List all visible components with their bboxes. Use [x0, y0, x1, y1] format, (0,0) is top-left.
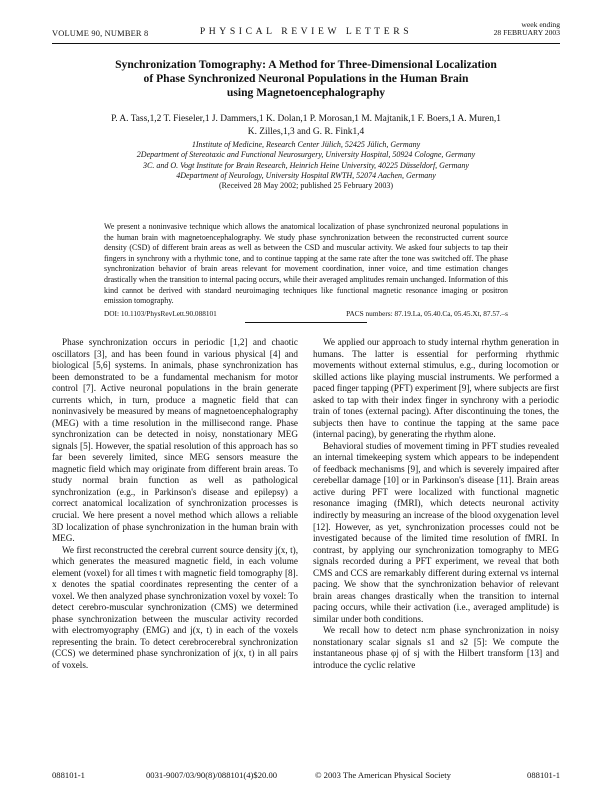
pacs-numbers: PACS numbers: 87.19.La, 05.40.Ca, 05.45.Xt, 87.57.–s [346, 309, 508, 318]
title-line: of Phase Synchronized Neuronal Populations in the Human Brain [143, 72, 469, 86]
copyright: © 2003 The American Physical Society [315, 770, 451, 780]
doi-link[interactable]: DOI: 10.1103/PhysRevLett.90.088101 [104, 309, 217, 318]
affiliation: 4Department of Neurology, University Hospital RWTH, 52074 Aachen, Germany [176, 170, 436, 180]
abstract-rule [245, 322, 367, 323]
body-paragraph: We applied our approach to study internal rhythm generation in humans. The latter is essential for performing rhythmic movements without external stimulus, e.g., during locomotion or skilled actions like playing muscial instruments. We performed a paced finger tapping (PFT) experiment [9], where subjects are first asked to tap with their index finger in synchrony with a periodic train of tones (external pacing). After discontinuing the tones, the subjects then have to continue the tapping at the same pace (internal pacing), by generating the rhythm alone. [313, 337, 559, 440]
running-header [52, 16, 560, 42]
body-paragraph: Phase synchronization occurs in periodic [1,2] and chaotic oscillators [3], and has been found in various physical [4] and biological [5,6] systems. In animals, phase synchronization has been demonstrated to be a fundamental mechanism for motor control [7]. Active neuronal populations in the brain generate currents which, in turn, produce a magnetic field that can noninvasively be measured by means of magnetoencephalography (MEG) with a time resolution in the millisecond range. Phase synchronization can be detected in noisy, nonstationary MEG signals [5]. However, the spatial resolution of this approach has so far been severely limited, since MEG sensors measure the magnetic field which may originate from different brain areas. To study normal brain function as well as pathological synchronization (e.g., in Parkinson's disease and epilepsy) a correct anatomical localization of synchronization processes is crucial. We here present a novel method which allows a reliable 3D localization of phase synchronization in the human brain with MEG. [52, 337, 298, 544]
title-line: using Magnetoencephalography [226, 86, 386, 100]
author-list [52, 113, 560, 139]
journal-name: PHYSICAL REVIEW LETTERS [199, 26, 413, 37]
page-number-right: 088101-1 [527, 770, 560, 780]
page-number-left: 088101-1 [52, 770, 85, 780]
body-paragraph: Behavioral studies of movement timing in PFT studies revealed an internal timekeeping system which appears to be independent of feedback mechanisms [9], and which is severely impaired after cerebellar damage [10] or in Parkinson's disease [11]. Brain areas active during PFT were localized with functional magnetic resonance imaging (fMRI), which detects neuronal activity indirectly by measuring an increase of the blood oxygenation level [12]. However, as yet, synchronization processes could not be investigated because of the limited time resolution of fMRI. In contrast, by applying our synchronization tomography to MEG signals recorded during a PFT experiment, we reveal that both CMS and CCS are remarkably different during external vs internal pacing. We show that the synchronization behavior of relevant brain areas changes drastically when the transition to internal pacing occurs, while their activation (i.e., averaged amplitude) is similar under both conditions. [313, 440, 559, 624]
author-line: K. Zilles,1,3 and G. R. Fink1,4 [247, 126, 365, 137]
left-column [52, 337, 298, 671]
week-ending-label: week ending [521, 20, 560, 29]
week-ending-date: 28 FEBRUARY 2003 [493, 28, 560, 38]
title-line: Synchronization Tomography: A Method for Three-Dimensional Localization [115, 58, 497, 71]
paper-title [52, 58, 560, 101]
affiliation: 1Institute of Medicine, Research Center Jülich, 52425 Jülich, Germany [191, 140, 421, 149]
body-paragraph: We recall how to detect n:m phase synchronization in noisy nonstationary scalar signals s1 and s2 [5]: We compute the instantaneous phase φj of sj with the Hilbert transform [13] and introduce the cyclic relative [313, 625, 559, 670]
affiliation: 2Department of Stereotaxic and Functional Neurosurgery, University Hospital, 50924 Cologne, Germany [136, 150, 476, 160]
abstract: We present a noninvasive technique which allows the anatomical localization of phase synchronized neuronal populations in the human brain with magnetoencephalography. We study phase synchronization between the reconstructed current source density (CSD) of different brain areas as well as between the CSD and muscular activity. We asked four subjects to tap their fingers in synchrony with a rhythmic tone, and to continue tapping at the same rate after the tone was switched off. The phase synchronization behavior of brain areas relevant for movement coordination, inner voice, and time estimation changes drastically when the transition to internal pacing occurs, while their averaged amplitudes remain unchanged. Information of this kind cannot be derived with standard neuroimaging techniques like functional magnetic resonance imaging or positron emission tomography. [104, 222, 508, 306]
author-line: P. A. Tass,1,2 T. Fieseler,1 J. Dammers,1 K. Dolan,1 P. Morosan,1 M. Majtanik,1 F. Boers,1 A. Muren,1 [111, 114, 501, 124]
body-paragraph: We first reconstructed the cerebral current source density j(x, t), which generates the measured magnetic field, in each volume element (voxel) for all times t with magnetic field tomography [8]. x denotes the spatial coordinates representing the center of a voxel. We then analyzed phase synchronization voxel by voxel: To detect cerebro-muscular synchronization (CMS) we determined phase synchronization between the muscular activity recorded with electromyography (EMG) and j(x, t) in each of the voxels representing the brain. To detect cerebrocerebral synchronization (CCS) we determined phase synchronization of j(x, t) in all pairs of voxels. [52, 544, 298, 670]
week-ending [494, 21, 560, 38]
affiliation: 3C. and O. Vogt Institute for Brain Research, Heinrich Heine University, 40225 Düsseldorf, Germany [143, 160, 469, 170]
volume-number: VOLUME 90, NUMBER 8 [52, 29, 149, 38]
right-column [313, 337, 559, 671]
article-code: 0031-9007/03/90(8)/088101(4)$20.00 [146, 770, 278, 780]
header-rule [52, 43, 560, 44]
affiliations [52, 140, 560, 191]
received-date: (Received 28 May 2002; published 25 February 2003) [219, 181, 393, 191]
page-footer [52, 770, 560, 784]
